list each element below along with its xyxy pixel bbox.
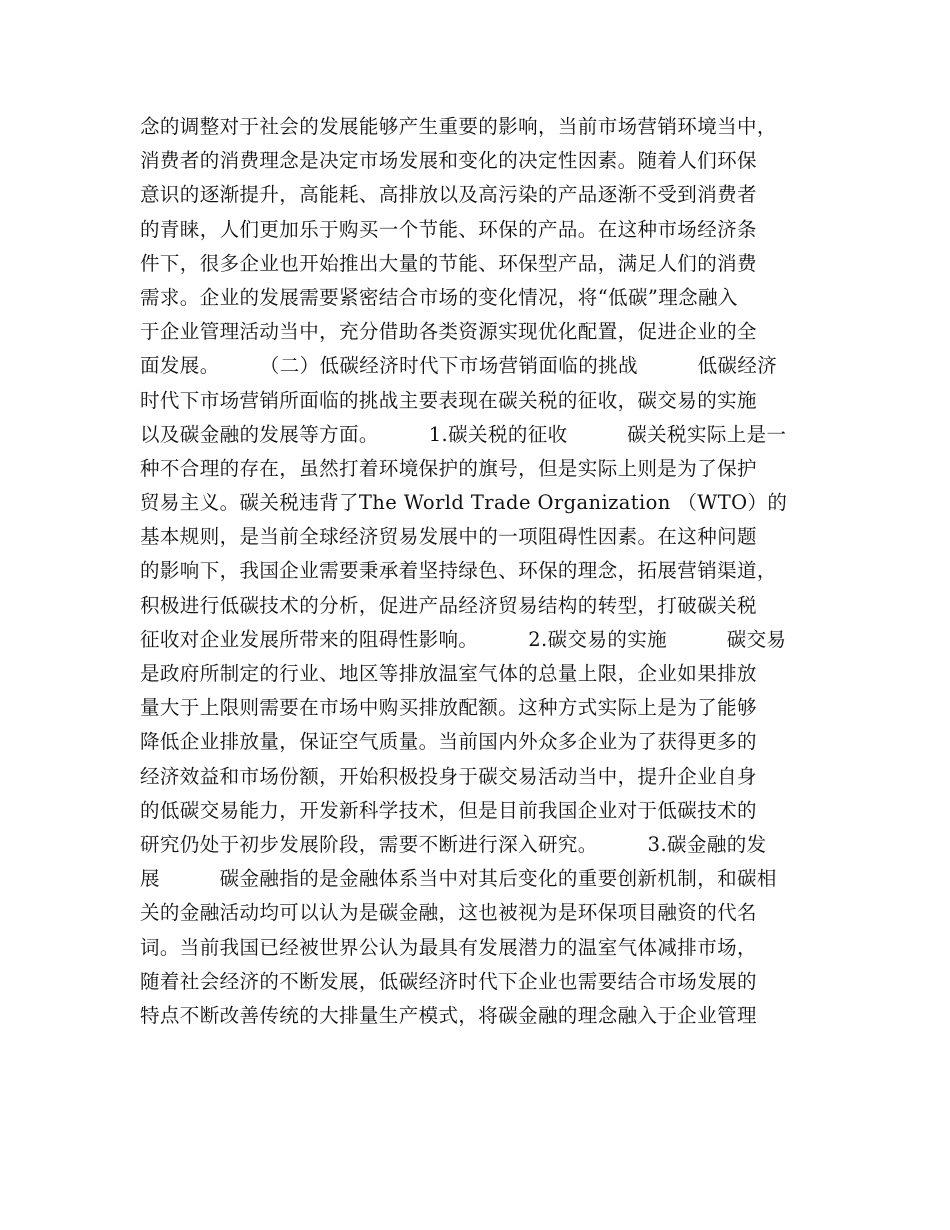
text-line: 面发展。 （二）低碳经济时代下市场营销面临的挑战 低碳经济 bbox=[140, 354, 778, 378]
text-line: 消费者的消费理念是决定市场发展和变化的决定性因素。随着人们环保 bbox=[140, 149, 757, 173]
text-line: 征收对企业发展所带来的阻碍性影响。 2.碳交易的实施 碳交易 bbox=[140, 627, 787, 651]
text-line: 随着社会经济的不断发展，低碳经济时代下企业也需要结合市场发展的 bbox=[140, 969, 757, 993]
text-line: 贸易主义。碳关税违背了The World Trade Organization （WTO）的 bbox=[140, 491, 788, 515]
text-line: 件下，很多企业也开始推出大量的节能、环保型产品，满足人们的消费 bbox=[140, 251, 757, 275]
text-line: 研究仍处于初步发展阶段，需要不断进行深入研究。 3.碳金融的发 bbox=[140, 832, 767, 856]
text-line: 意识的逐渐提升，高能耗、高排放以及高污染的产品逐渐不受到消费者 bbox=[140, 183, 757, 207]
text-line: 时代下市场营销所面临的挑战主要表现在碳关税的征收，碳交易的实施 bbox=[140, 388, 757, 412]
text-line: 的低碳交易能力，开发新科学技术，但是目前我国企业对于低碳技术的 bbox=[140, 798, 757, 822]
text-line: 量大于上限则需要在市场中购买排放配额。这种方式实际上是为了能够 bbox=[140, 696, 757, 720]
text-line: 以及碳金融的发展等方面。 1.碳关税的征收 碳关税实际上是一 bbox=[140, 422, 787, 446]
text-line: 降低企业排放量，保证空气质量。当前国内外众多企业为了获得更多的 bbox=[140, 730, 757, 754]
text-line: 念的调整对于社会的发展能够产生重要的影响，当前市场营销环境当中， bbox=[140, 115, 777, 138]
text-line: 于企业管理活动当中，充分借助各类资源实现优化配置，促进企业的全 bbox=[140, 320, 757, 344]
text-line: 需求。企业的发展需要紧密结合市场的变化情况，将“低碳”理念融入 bbox=[140, 285, 738, 309]
text-line: 词。当前我国已经被世界公认为最具有发展潜力的温室气体减排市场， bbox=[140, 935, 757, 959]
text-line: 是政府所制定的行业、地区等排放温室气体的总量上限，企业如果排放 bbox=[140, 662, 757, 685]
text-line: 特点不断改善传统的大排量生产模式，将碳金融的理念融入于企业管理 bbox=[140, 1003, 757, 1027]
text-line: 经济效益和市场份额，开始积极投身于碳交易活动当中，提升企业自身 bbox=[140, 764, 757, 788]
text-line: 基本规则，是当前全球经济贸易发展中的一项阻碍性因素。在这种问题 bbox=[140, 525, 757, 549]
text-line: 积极进行低碳技术的分析，促进产品经济贸易结构的转型，打破碳关税 bbox=[140, 593, 757, 617]
body-text bbox=[140, 110, 820, 1033]
text-line: 种不合理的存在，虽然打着环境保护的旗号，但是实际上则是为了保护 bbox=[140, 456, 757, 480]
text-line: 的青睐，人们更加乐于购买一个节能、环保的产品。在这种市场经济条 bbox=[140, 217, 757, 241]
text-line: 的影响下，我国企业需要秉承着坚持绿色、环保的理念，拓展营销渠道， bbox=[140, 559, 777, 583]
text-line: 展 碳金融指的是金融体系当中对其后变化的重要创新机制，和碳相 bbox=[140, 867, 777, 891]
text-line: 关的金融活动均可以认为是碳金融，这也被视为是环保项目融资的代名 bbox=[140, 901, 757, 925]
